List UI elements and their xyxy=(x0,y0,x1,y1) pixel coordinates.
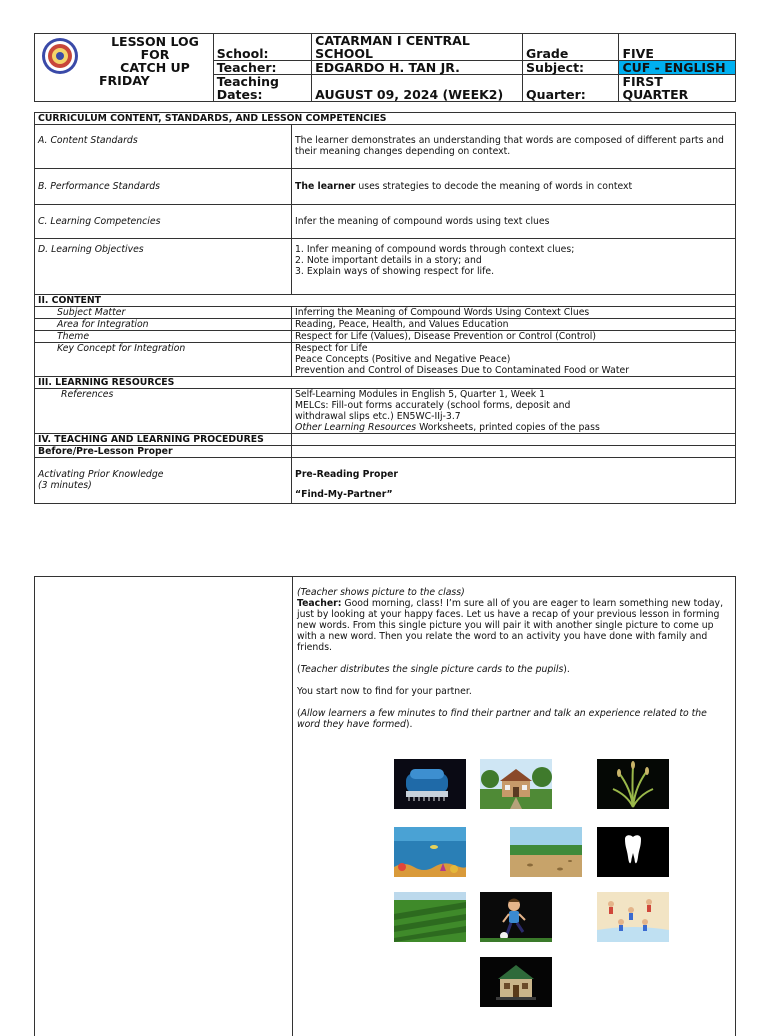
resources-heading: III. LEARNING RESOURCES xyxy=(35,377,736,389)
stage-direction: (Teacher distributes the single picture cards to the pupils). xyxy=(297,664,570,675)
content-standards-label: A. Content Standards xyxy=(35,125,292,169)
procedures-heading-blank xyxy=(292,434,736,446)
content-standards-value: The learner demonstrates an understanding that words are composed of different parts and their meaning changes depending on context. xyxy=(292,125,736,169)
other-resources-line xyxy=(295,422,732,433)
teacher-speech: Good morning, class! I’m sure all of you are eager to learn something new today, just by looking at your happy faces. Let us have a recap of your previous lesson in forming new words. From this single picture you will pair it with another single picture to come up with a new word. Then you relate the word to an activity you have done with family and friends. xyxy=(297,598,724,653)
reference-line: withdrawal slips etc.) EN5WC-IIj-3.7 xyxy=(295,411,461,422)
dates-label-line: Dates: xyxy=(216,87,263,102)
lesson-log-title: CATCH UP xyxy=(120,60,190,75)
procedure-continuation-table xyxy=(34,576,736,1036)
grade-value: FIVE xyxy=(619,34,736,61)
references-label: References xyxy=(35,389,292,434)
dates-label-line: Teaching xyxy=(216,74,279,89)
stage-direction-text: Allow learners a few minutes to find their partner and talk an experience related to the word they have formed xyxy=(297,708,707,730)
procedures-heading xyxy=(35,434,292,446)
references-value xyxy=(292,389,736,434)
theme-label: Theme xyxy=(35,331,292,343)
stage-direction: (Allow learners a few minutes to find their partner and talk an experience related to the word they have formed). xyxy=(297,708,707,730)
brush-icon xyxy=(394,759,466,809)
performance-text: uses strategies to decode the meaning of words in context xyxy=(355,181,633,192)
dates-label xyxy=(213,75,311,102)
lesson-log-title: FOR xyxy=(140,47,170,62)
subject-value: CUF - ENGLISH xyxy=(619,61,736,75)
house-icon xyxy=(480,957,552,1007)
activity-label-line: (3 minutes) xyxy=(38,480,92,491)
activity-name: “Find-My-Partner” xyxy=(295,489,393,500)
field-stripes-icon xyxy=(394,892,466,942)
quarter-value: FIRST QUARTER xyxy=(619,75,736,102)
performance-bold: The learner xyxy=(295,181,356,192)
learning-competencies-label: C. Learning Competencies xyxy=(35,205,292,239)
stage-direction-text: Teacher distributes the single picture cards to the pupils xyxy=(300,664,564,675)
dates-value: AUGUST 09, 2024 (WEEK2) xyxy=(312,75,523,102)
boy-football-icon xyxy=(480,892,552,942)
subject-label: Subject: xyxy=(523,61,619,75)
performance-standards-label: B. Performance Standards xyxy=(35,169,292,205)
header-table xyxy=(34,33,736,102)
farmhouse-icon xyxy=(480,759,552,809)
column-divider xyxy=(292,577,293,1036)
underwater-sea-icon xyxy=(394,827,466,877)
area-integration-label: Area for Integration xyxy=(35,319,292,331)
quarter-label: Quarter: xyxy=(523,75,619,102)
curriculum-table xyxy=(34,112,736,504)
grass-plant-icon xyxy=(597,759,669,809)
reference-line: Self-Learning Modules in English 5, Quarter 1, Week 1 xyxy=(295,389,546,400)
school-value xyxy=(312,34,523,61)
activity-label-line: Activating Prior Knowledge xyxy=(38,469,164,480)
stage-direction: (Teacher shows picture to the class) xyxy=(297,587,465,598)
objective-item: 3. Explain ways of showing respect for life. xyxy=(295,266,495,277)
deped-seal-icon xyxy=(41,37,79,75)
learning-objectives-label: D. Learning Objectives xyxy=(35,239,292,295)
subject-matter-value: Inferring the Meaning of Compound Words Using Context Clues xyxy=(292,307,736,319)
school-label: School: xyxy=(213,34,311,61)
activity-title: Pre-Reading Proper xyxy=(295,469,398,480)
learning-objectives-value xyxy=(292,239,736,295)
teacher-value: EDGARDO H. TAN JR. xyxy=(312,61,523,75)
pre-lesson-blank xyxy=(292,446,736,458)
performance-standards-value xyxy=(292,169,736,205)
curriculum-heading: CURRICULUM CONTENT, STANDARDS, AND LESSON COMPETENCIES xyxy=(35,113,736,125)
reference-line: MELCs: Fill-out forms accurately (school forms, deposit and xyxy=(295,400,571,411)
activity-cell xyxy=(292,458,736,504)
school-value-line: CATARMAN I CENTRAL xyxy=(315,33,470,48)
activating-knowledge-label xyxy=(35,458,292,504)
lesson-log-title: LESSON LOG xyxy=(111,34,199,49)
lesson-log-title: FRIDAY xyxy=(99,73,150,88)
procedure-script xyxy=(297,587,727,741)
subject-matter-label: Subject Matter xyxy=(35,307,292,319)
other-resources-value: Worksheets, printed copies of the pass xyxy=(416,422,600,433)
objective-item: 1. Infer meaning of compound words through context clues; xyxy=(295,244,575,255)
tooth-icon xyxy=(597,827,669,877)
school-value-line: SCHOOL xyxy=(315,46,374,61)
learning-competencies-value: Infer the meaning of compound words using text clues xyxy=(292,205,736,239)
grade-label: Grade xyxy=(523,34,619,61)
content-heading: II. CONTENT xyxy=(35,295,736,307)
key-concept-label: Key Concept for Integration xyxy=(35,343,292,377)
procedures-heading-text: IV. TEACHING AND LEARNING PROCEDURES xyxy=(38,434,264,445)
objective-item: 2. Note important details in a story; and xyxy=(295,255,482,266)
key-concept-line: Prevention and Control of Diseases Due to Contaminated Food or Water xyxy=(295,365,630,376)
kids-playing-icon xyxy=(597,892,669,942)
logo-title-cell xyxy=(35,34,214,102)
other-resources-label: Other Learning Resources xyxy=(295,422,417,433)
instruction-text: You start now to find for your partner. xyxy=(297,686,472,697)
key-concept-value xyxy=(292,343,736,377)
shore-field-icon xyxy=(510,827,582,877)
area-integration-value: Reading, Peace, Health, and Values Education xyxy=(292,319,736,331)
teacher-label: Teacher: xyxy=(213,61,311,75)
key-concept-line: Respect for Life xyxy=(295,343,368,354)
pre-lesson-heading: Before/Pre-Lesson Proper xyxy=(35,446,292,458)
theme-value: Respect for Life (Values), Disease Prevention or Control (Control) xyxy=(292,331,736,343)
key-concept-line: Peace Concepts (Positive and Negative Peace) xyxy=(295,354,511,365)
teacher-speaker-label: Teacher: xyxy=(297,598,342,609)
